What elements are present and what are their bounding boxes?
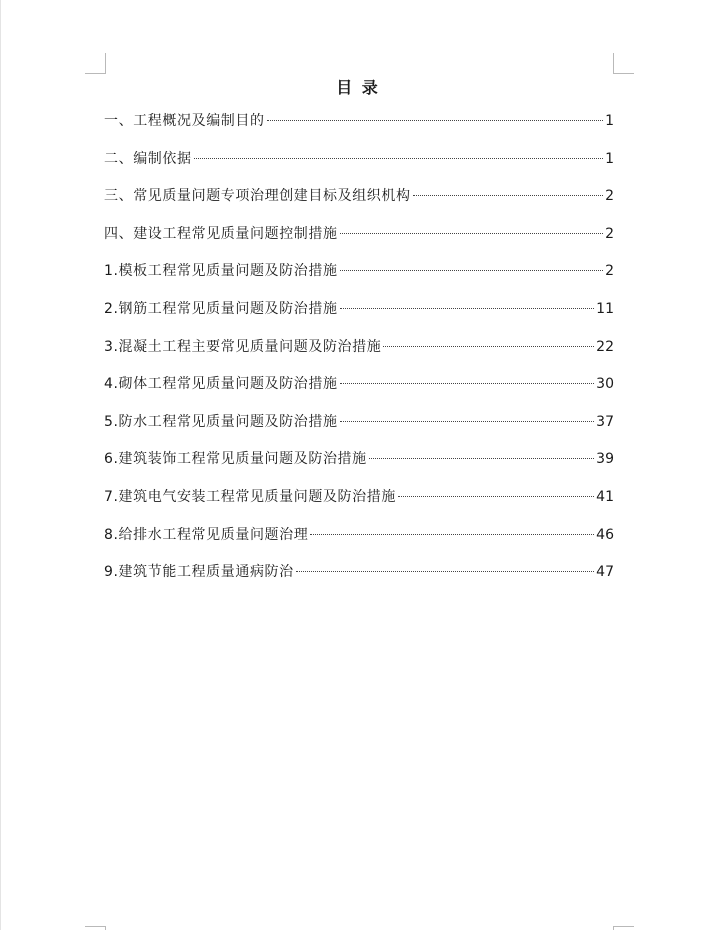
crop-mark-bottom-right	[613, 926, 634, 930]
toc-entry-page: 2	[605, 263, 614, 280]
toc-entry[interactable]	[104, 221, 614, 259]
toc-entry[interactable]	[104, 484, 614, 522]
toc-entry-label: 二、编制依据	[104, 150, 192, 167]
toc-title: 目 录	[336, 78, 380, 97]
dot-leader	[340, 308, 595, 309]
crop-mark-top-right	[613, 53, 634, 74]
dot-leader	[369, 458, 594, 459]
toc-entry-label: 2.钢筋工程常见质量问题及防治措施	[104, 300, 338, 317]
toc-entry-page: 39	[596, 451, 614, 468]
table-of-contents	[104, 108, 614, 597]
toc-entry-label: 3.混凝土工程主要常见质量问题及防治措施	[104, 338, 382, 355]
dot-leader	[310, 534, 594, 535]
toc-entry-label: 5.防水工程常见质量问题及防治措施	[104, 413, 338, 430]
toc-entry[interactable]	[104, 559, 614, 597]
toc-entry-page: 2	[605, 188, 614, 205]
toc-entry-page: 46	[596, 526, 614, 543]
toc-entry-label: 四、建设工程常见质量问题控制措施	[104, 225, 338, 242]
toc-entry-page: 22	[596, 338, 614, 355]
dot-leader	[340, 270, 604, 271]
toc-entry-page: 30	[596, 376, 614, 393]
dot-leader	[398, 496, 594, 497]
toc-entry[interactable]	[104, 108, 614, 146]
toc-entry-page: 47	[596, 564, 614, 581]
toc-entry-page: 2	[605, 225, 614, 242]
toc-entry-page: 1	[605, 113, 614, 129]
toc-entry-page: 41	[596, 488, 614, 505]
toc-entry[interactable]	[104, 446, 614, 484]
toc-entry-page: 11	[596, 300, 614, 317]
toc-entry[interactable]	[104, 258, 614, 296]
toc-entry-label: 9.建筑节能工程质量通病防治	[104, 564, 294, 581]
toc-entry-label: 三、常见质量问题专项治理创建目标及组织机构	[104, 188, 411, 205]
toc-entry-page: 1	[605, 150, 614, 167]
dot-leader	[340, 233, 603, 234]
toc-entry-label: 4.砌体工程常见质量问题及防治措施	[104, 376, 338, 393]
dot-leader	[413, 195, 603, 196]
dot-leader	[194, 158, 603, 159]
toc-entry-label: 7.建筑电气安装工程常见质量问题及防治措施	[104, 488, 396, 505]
crop-mark-top-left	[85, 53, 106, 74]
toc-entry[interactable]	[104, 146, 614, 184]
toc-entry-page: 37	[596, 413, 614, 430]
dot-leader	[267, 120, 603, 121]
toc-entry[interactable]	[104, 371, 614, 409]
crop-mark-bottom-left	[85, 926, 106, 930]
toc-entry-label: 6.建筑装饰工程常见质量问题及防治措施	[104, 451, 367, 468]
toc-entry[interactable]	[104, 522, 614, 560]
toc-entry-label: 8.给排水工程常见质量问题治理	[104, 526, 309, 543]
toc-entry-label: 1.模板工程常见质量问题及防治措施	[104, 263, 338, 280]
dot-leader	[383, 346, 594, 347]
toc-entry[interactable]	[104, 296, 614, 334]
toc-entry[interactable]	[104, 183, 614, 221]
dot-leader	[296, 571, 594, 572]
dot-leader	[340, 421, 595, 422]
dot-leader	[340, 383, 595, 384]
toc-entry[interactable]	[104, 409, 614, 447]
toc-entry[interactable]	[104, 334, 614, 372]
toc-entry-label: 一、工程概况及编制目的	[104, 113, 265, 129]
